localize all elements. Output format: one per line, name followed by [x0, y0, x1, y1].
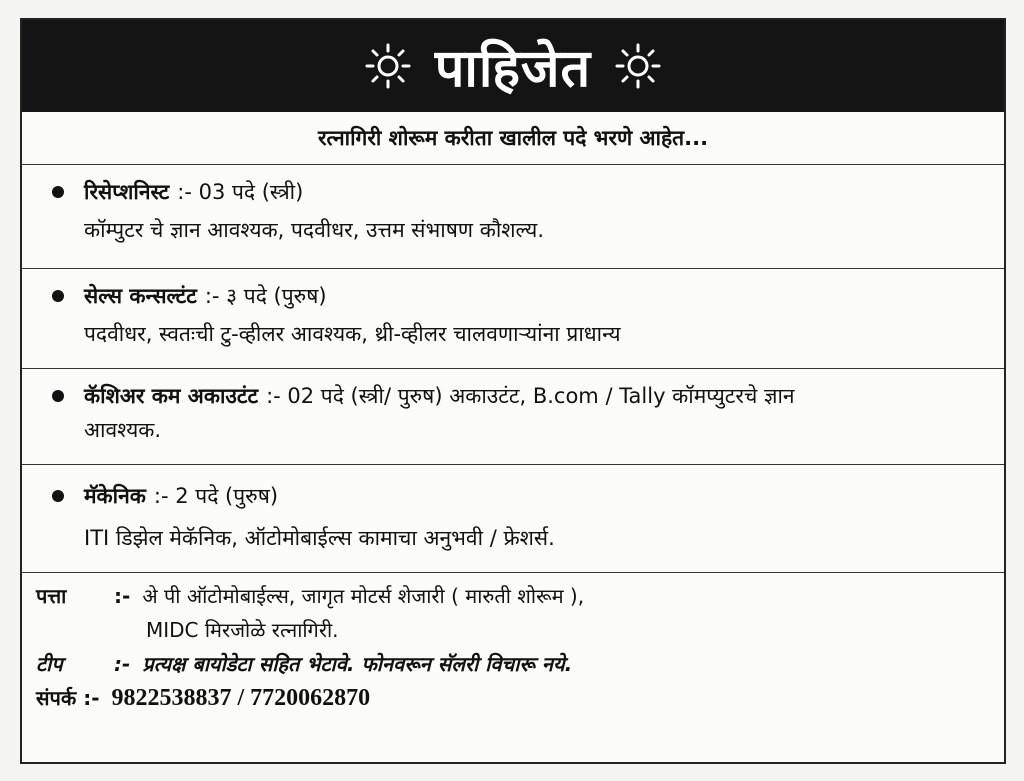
position-title: मॅकेनिक	[84, 484, 146, 508]
address-line-1: अे पी ऑटोमोबाईल्स, जागृत मोटर्स शेजारी ( मारुती शोरूम ),	[142, 584, 585, 608]
sun-icon	[363, 41, 413, 91]
position-cashier-accountant	[22, 369, 1004, 465]
position-info: :- 2 पदे (पुरुष)	[153, 484, 279, 508]
position-info: :- ३ पदे (पुरुष)	[204, 284, 327, 308]
footer	[22, 573, 1004, 713]
note-row	[36, 649, 984, 679]
address-label: पत्ता	[36, 584, 67, 608]
contact-phones: 9822538837 / 7720062870	[111, 685, 371, 711]
bullet-icon	[52, 490, 64, 502]
position-title: कॅशिअर कम अकाउटंट	[84, 384, 259, 408]
position-detail: पदवीधर, स्वतःची टु-व्हीलर आवश्यक, थ्री-व्हीलर चालवणाऱ्यांना प्राधान्य	[84, 322, 621, 346]
bullet-icon	[52, 290, 64, 302]
note-separator: :-	[114, 652, 131, 676]
position-detail: कॉम्पुटर चे ज्ञान आवश्यक, पदवीधर, उत्तम संभाषण कौशल्य.	[84, 218, 544, 242]
contact-label: संपर्क :-	[36, 686, 100, 710]
subheading: रत्नागिरी शोरूम करीता खालील पदे भरणे आहेत...	[22, 112, 1004, 165]
position-info: :- 02 पदे (स्त्री/ पुरुष) अकाउटंट, B.com / Tally कॉमप्युटरचे ज्ञान	[266, 384, 795, 408]
position-title: रिसेप्शनिस्ट	[84, 180, 170, 204]
job-advertisement	[20, 18, 1006, 764]
address-separator: :-	[114, 584, 131, 608]
note-label: टीप	[36, 652, 63, 676]
bullet-icon	[52, 390, 64, 402]
position-detail: आवश्यक.	[84, 418, 162, 442]
contact-row	[36, 683, 984, 713]
position-title: सेल्स कन्सल्टंट	[84, 284, 197, 308]
position-info: :- 03 पदे (स्त्री)	[177, 180, 304, 204]
position-sales-consultant	[22, 269, 1004, 369]
page-title: पाहिजेत	[434, 38, 592, 99]
note-text: प्रत्यक्ष बायोडेटा सहित भेटावे. फोनवरून सॅलरी विचारू नये.	[142, 652, 573, 676]
position-receptionist	[22, 165, 1004, 269]
address-line-2: MIDC मिरजोळे रत्नागिरी.	[146, 618, 339, 642]
header-banner	[22, 20, 1004, 112]
position-mechanic	[22, 465, 1004, 573]
address-row	[36, 581, 984, 611]
position-detail: ITI डिझेल मेकॅनिक, ऑटोमोबाईल्स कामाचा अनुभवी / फ्रेशर्स.	[84, 526, 555, 550]
bullet-icon	[52, 186, 64, 198]
sun-icon	[613, 41, 663, 91]
